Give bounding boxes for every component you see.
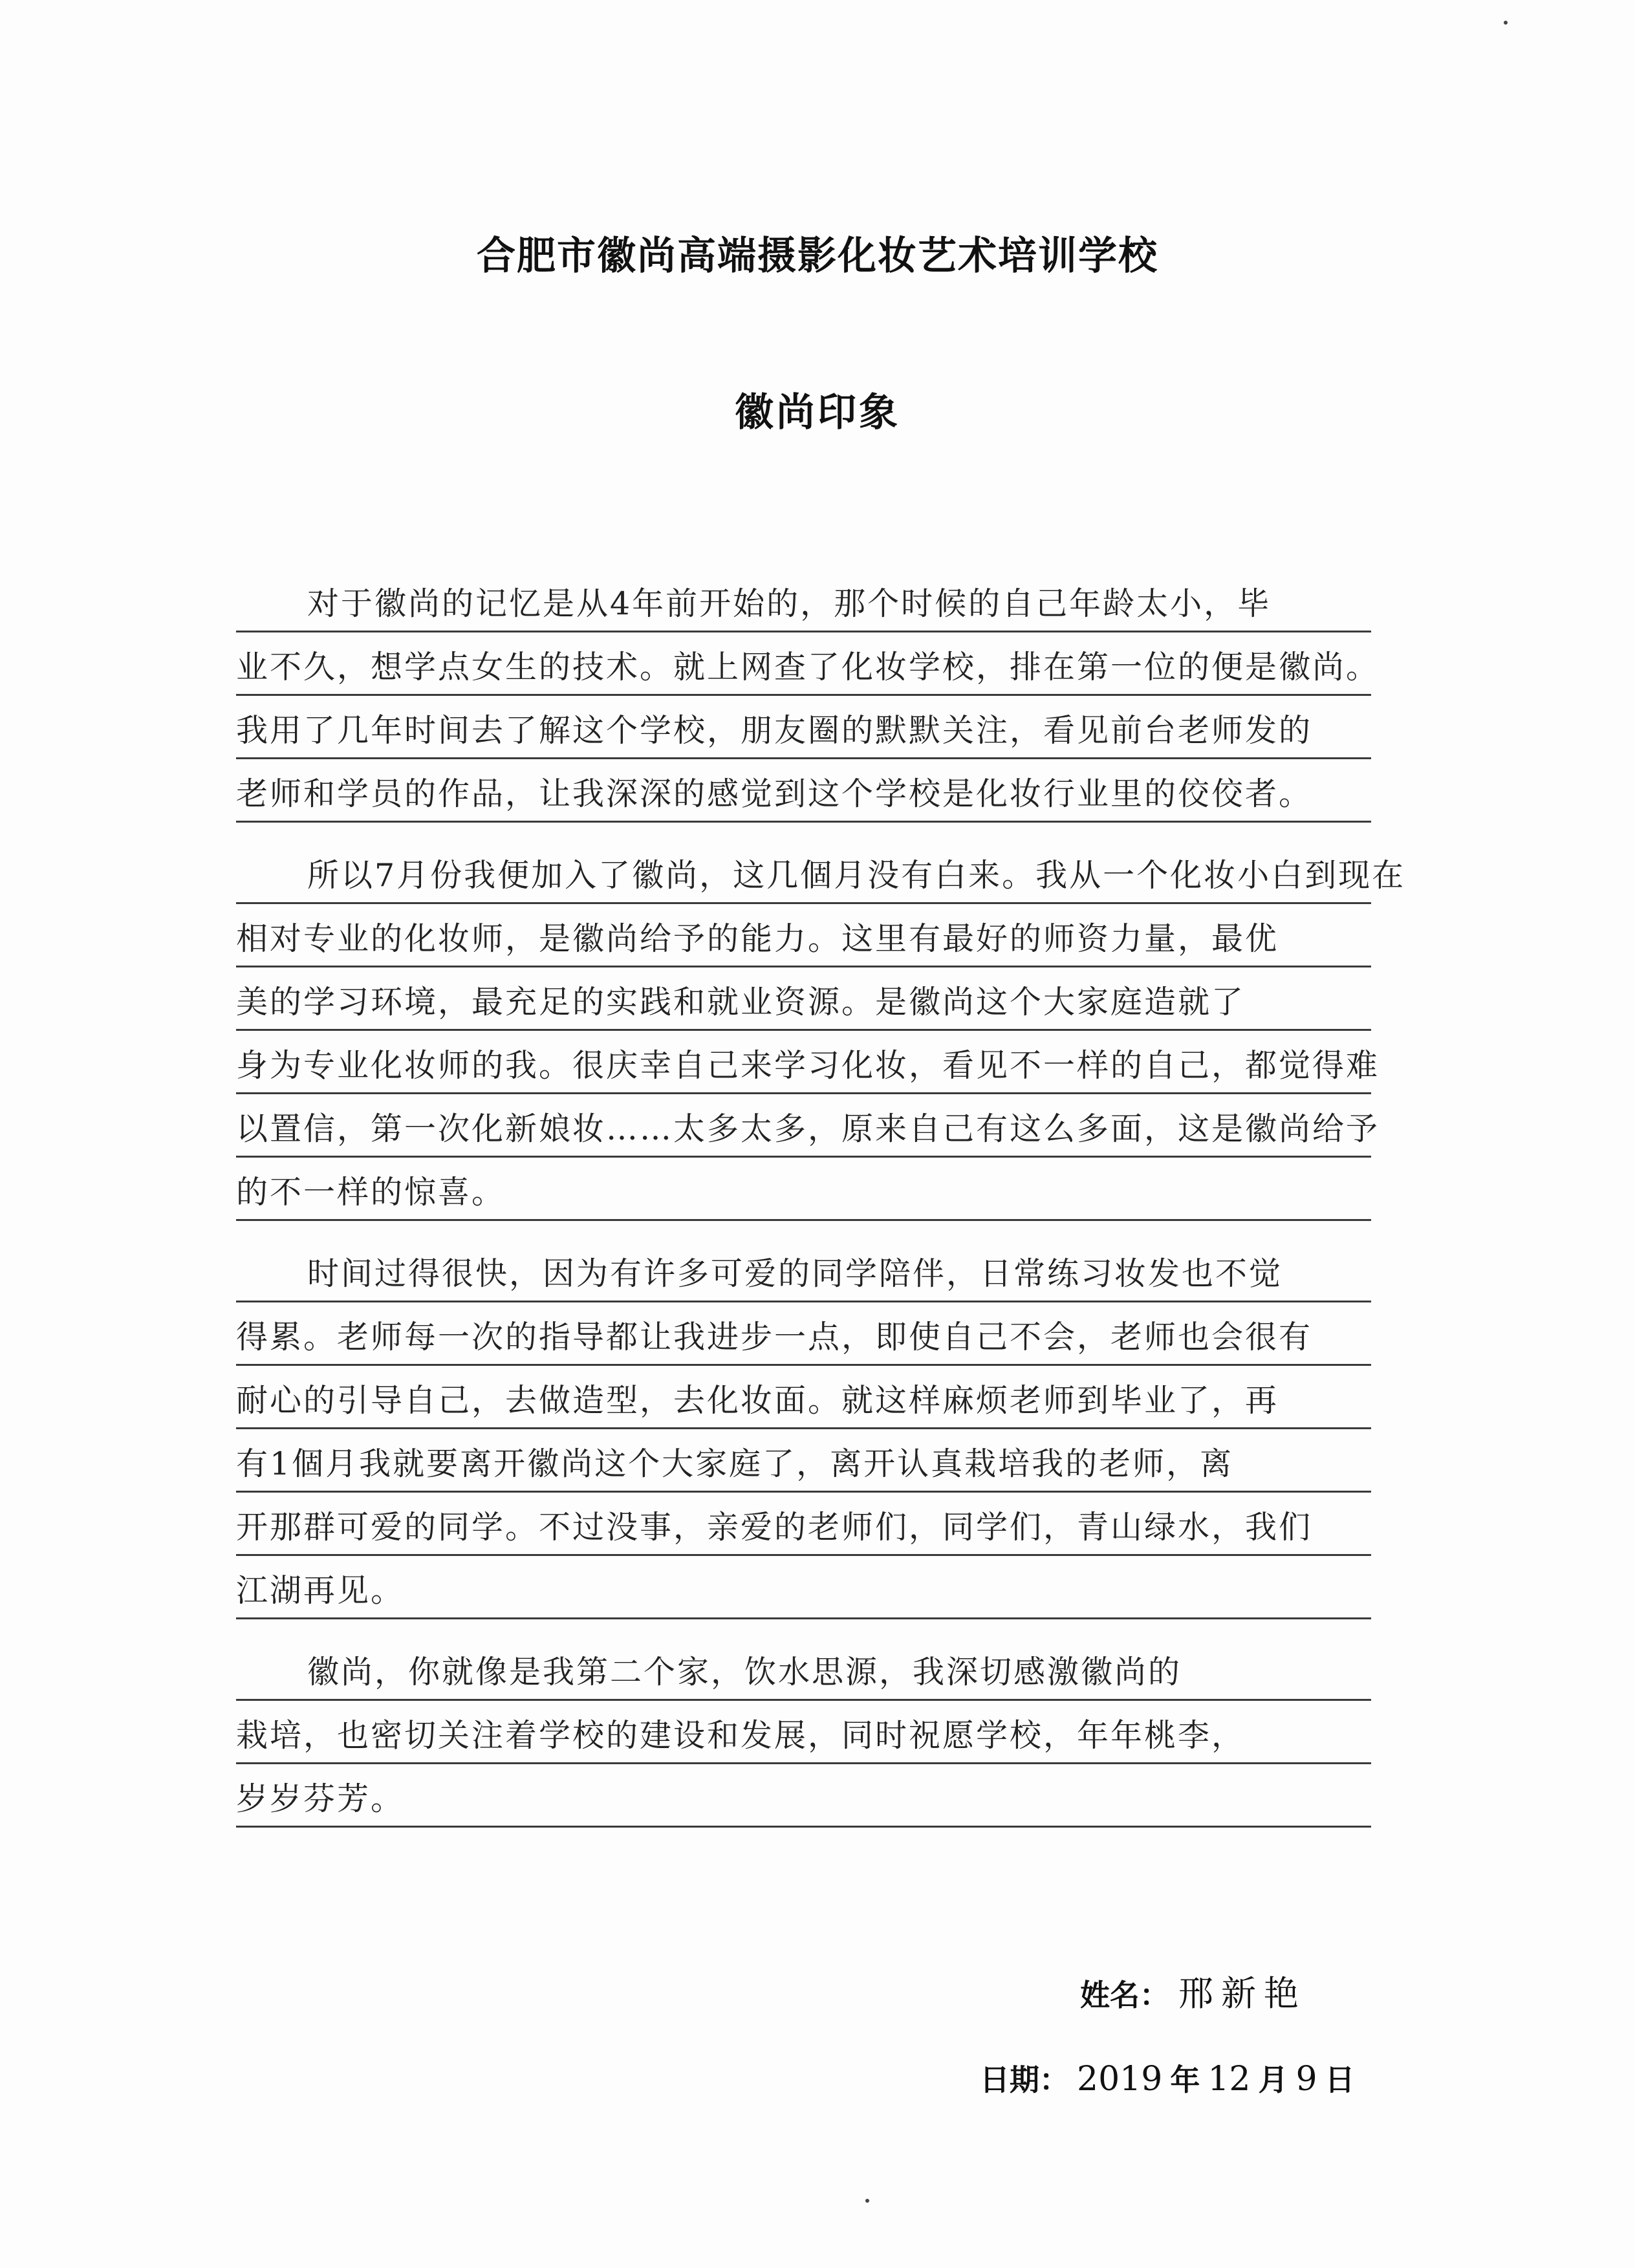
essay-line-text: 对于徽尚的记忆是从4年前开始的，那个时候的自己年龄太小，毕 xyxy=(307,585,1272,622)
essay-line xyxy=(236,967,1371,1031)
date-label: 日期： xyxy=(980,2062,1069,2097)
essay-line-text: 相对专业的化妆师，是徽尚给予的能力。这里有最好的师资力量，最优 xyxy=(236,920,1279,957)
essay-line-text: 美的学习环境，最充足的实践和就业资源。是徽尚这个大家庭造就了 xyxy=(236,984,1246,1021)
essay-body xyxy=(236,569,1406,1828)
date-year: 2019 xyxy=(1077,2060,1163,2099)
scan-speck xyxy=(865,2199,869,2203)
essay-line xyxy=(236,1366,1371,1429)
essay-line-text: 老师和学员的作品，让我深深的感觉到这个学校是化妆行业里的佼佼者。 xyxy=(236,775,1313,812)
essay-line xyxy=(236,841,1406,904)
paragraph-gap xyxy=(236,823,1371,841)
school-name-heading: 合肥市徽尚高端摄影化妆艺术培训学校 xyxy=(477,233,1158,279)
date-day-unit: 日 xyxy=(1325,2062,1355,2097)
name-value: 邢新艳 xyxy=(1178,1973,1306,2014)
essay-line-text: 得累。老师每一次的指导都让我进步一点，即使自己不会，老师也会很有 xyxy=(236,1319,1313,1355)
essay-line-text: 时间过得很快，因为有许多可爱的同学陪伴，日常练习妆发也不觉 xyxy=(307,1255,1283,1292)
date-year-unit: 年 xyxy=(1170,2062,1200,2097)
paragraph-gap xyxy=(236,1619,1371,1637)
essay-title: 徽尚印象 xyxy=(735,390,900,435)
essay-line-text: 开那群可爱的同学。不过没事，亲爱的老师们，同学们，青山绿水，我们 xyxy=(236,1509,1313,1546)
essay-line xyxy=(236,1701,1371,1764)
essay-line xyxy=(236,904,1371,967)
essay-line xyxy=(236,1158,1371,1221)
essay-line xyxy=(236,1302,1371,1366)
paragraph-gap xyxy=(236,1221,1371,1239)
essay-line-text: 有1個月我就要离开徽尚这个大家庭了，离开认真栽培我的老师，离 xyxy=(236,1445,1234,1482)
name-label: 姓名： xyxy=(1080,1978,1169,2013)
essay-line xyxy=(236,696,1371,759)
date-day: 9 xyxy=(1295,2060,1317,2099)
date-month: 12 xyxy=(1207,2060,1251,2099)
essay-line xyxy=(236,759,1371,823)
essay-line xyxy=(236,1556,1371,1619)
date-month-unit: 月 xyxy=(1258,2062,1288,2097)
essay-line-text: 业不久，想学点女生的技术。就上网查了化妆学校，排在第一位的便是徽尚。 xyxy=(236,649,1380,686)
date-block xyxy=(980,2057,1355,2099)
essay-line xyxy=(236,1493,1371,1556)
essay-line-text: 耐心的引导自己，去做造型，去化妆面。就这样麻烦老师到毕业了，再 xyxy=(236,1382,1279,1419)
signature-block xyxy=(1080,1966,1306,2016)
essay-line-text: 江湖再见。 xyxy=(236,1572,405,1609)
essay-line xyxy=(236,1764,1371,1828)
essay-line-text: 栽培，也密切关注着学校的建设和发展，同时祝愿学校，年年桃李， xyxy=(236,1717,1246,1754)
essay-line xyxy=(236,632,1380,696)
essay-line-text: 的不一样的惊喜。 xyxy=(236,1174,506,1211)
essay-line xyxy=(236,1429,1371,1493)
essay-line xyxy=(236,1031,1380,1094)
scan-speck xyxy=(1504,21,1508,25)
essay-line xyxy=(236,1094,1380,1158)
essay-line-text: 以置信，第一次化新娘妆……太多太多，原来自己有这么多面，这是徽尚给予 xyxy=(236,1110,1380,1147)
essay-line xyxy=(236,1239,1371,1302)
essay-line-text: 所以7月份我便加入了徽尚，这几個月没有白来。我从一个化妆小白到现在 xyxy=(307,857,1406,894)
essay-line-text: 身为专业化妆师的我。很庆幸自己来学习化妆，看见不一样的自己，都觉得难 xyxy=(236,1047,1380,1084)
essay-line xyxy=(236,1637,1371,1701)
essay-line-text: 徽尚，你就像是我第二个家，饮水思源，我深切感激徽尚的 xyxy=(307,1654,1182,1690)
essay-line-text: 我用了几年时间去了解这个学校，朋友圈的默默关注，看见前台老师发的 xyxy=(236,712,1313,749)
essay-line-text: 岁岁芬芳。 xyxy=(236,1780,405,1817)
essay-line xyxy=(236,569,1371,632)
